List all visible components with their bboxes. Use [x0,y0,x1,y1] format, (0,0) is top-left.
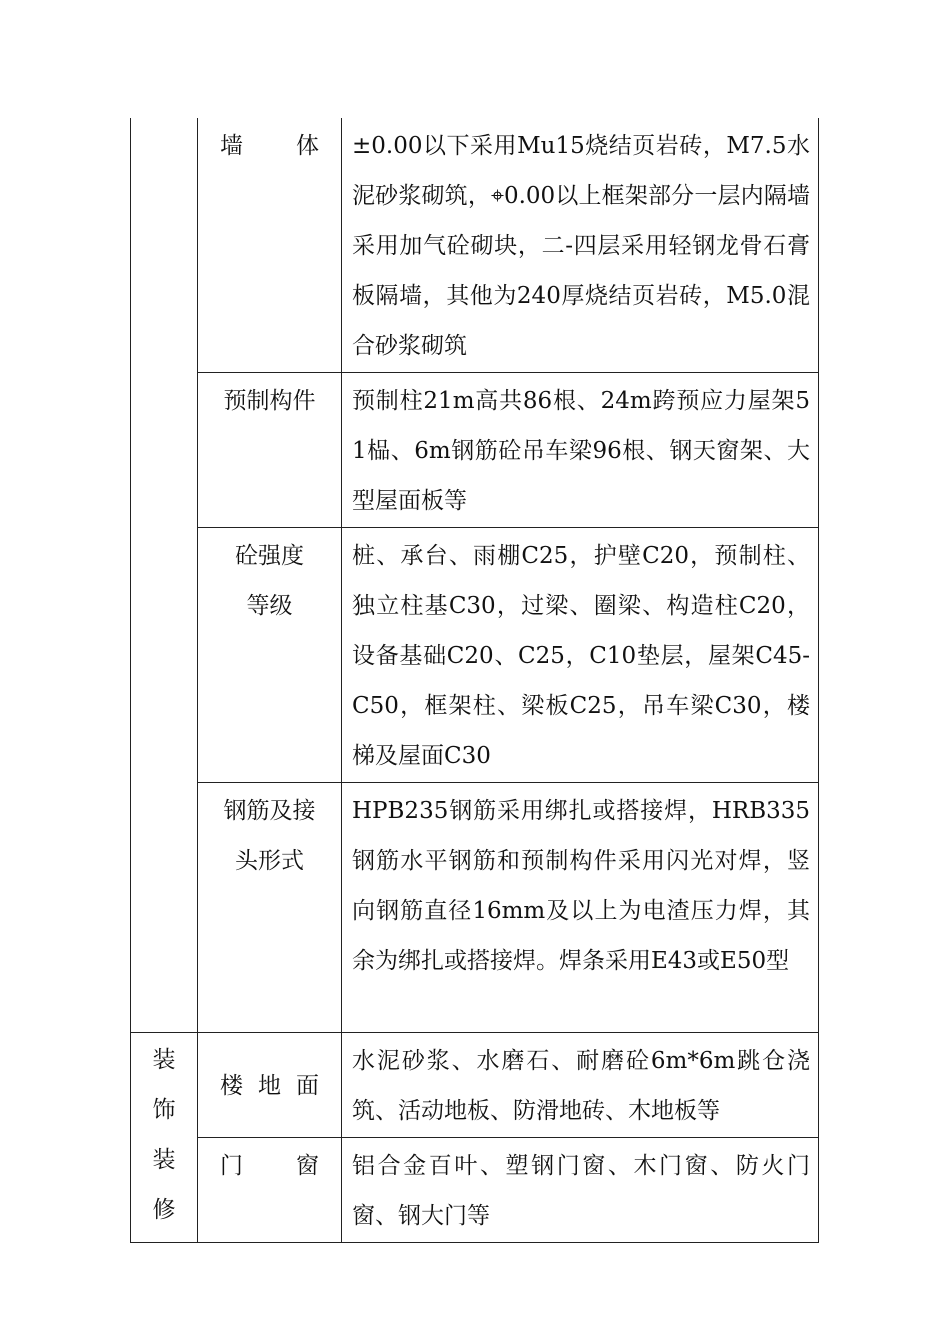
category-cell-structure [131,118,198,1033]
item-cell [198,783,342,1033]
description-cell [342,118,819,373]
description-cell [342,373,819,528]
description-cell [342,783,819,1033]
description-precast: 预制柱21m高共86根、24m跨预应力屋架51榀、6m钢筋砼吊车梁96根、钢天窗架、大型屋面板等 [352,388,810,514]
table-row [131,1033,819,1138]
category-label-decoration: 装饰装修 [152,1047,176,1223]
item-label-doors-windows: 门窗 [220,1153,319,1179]
description-cell [342,528,819,783]
table-row [131,783,819,1033]
item-label-wall: 墙体 [220,133,319,159]
description-wall: ±0.00以下采用Mu15烧结页岩砖，M7.5水泥砂浆砌筑，⌖0.00以上框架部分一层内隔墙采用加气砼砌块，二-四层采用轻钢龙骨石膏板隔墙，其他为240厚烧结页岩砖，M5.0混合砂浆砌筑 [352,133,810,359]
item-label-precast: 预制构件 [223,388,316,414]
description-cell [342,1033,819,1138]
item-label-concrete-grade: 砼强度等级 [235,543,304,619]
table-row [131,118,819,373]
item-label-floor: 楼地面 [220,1073,319,1099]
item-label-rebar: 钢筋及接头形式 [223,798,316,874]
description-rebar: HPB235钢筋采用绑扎或搭接焊，HRB335钢筋水平钢筋和预制构件采用闪光对焊，竖向钢筋直径16mm及以上为电渣压力焊，其余为绑扎或搭接焊。焊条采用E43或E50型 [352,798,810,974]
item-cell [198,118,342,373]
category-cell-decoration [131,1033,198,1243]
description-concrete-grade: 桩、承台、雨棚C25，护壁C20，预制柱、独立柱基C30，过梁、圈梁、构造柱C20，设备基础C20、C25，C10垫层，屋架C45-C50，框架柱、梁板C25，吊车梁C30，楼梯及屋面C30 [352,543,810,769]
description-floor: 水泥砂浆、水磨石、耐磨砼6m*6m跳仓浇筑、活动地板、防滑地砖、木地板等 [352,1048,810,1124]
item-cell [198,528,342,783]
item-cell [198,1138,342,1243]
table-row [131,373,819,528]
item-cell [198,1033,342,1138]
description-doors-windows: 铝合金百叶、塑钢门窗、木门窗、防火门窗、钢大门等 [352,1153,810,1229]
item-cell [198,373,342,528]
table-row [131,528,819,783]
table-row [131,1138,819,1243]
description-cell [342,1138,819,1243]
construction-spec-table [130,118,819,1243]
